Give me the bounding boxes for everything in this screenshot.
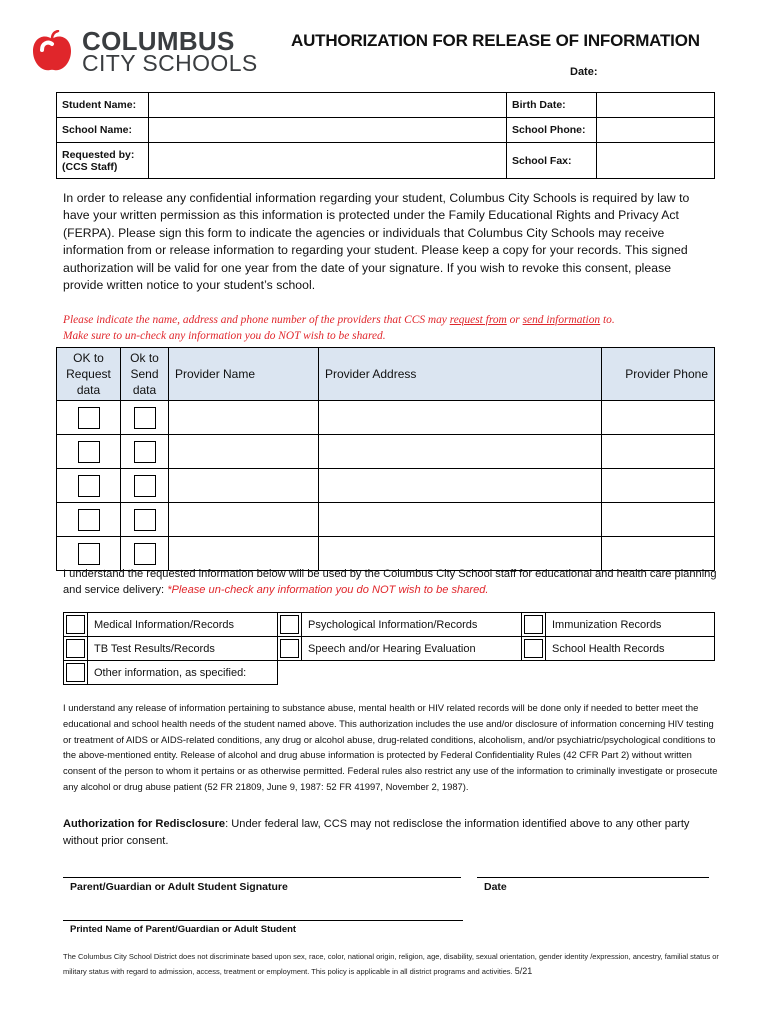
- col-ok-request: [57, 348, 121, 401]
- medical-checkbox[interactable]: [66, 615, 85, 634]
- provider-instructions: [63, 312, 723, 344]
- ok-send-checkbox[interactable]: [134, 509, 156, 531]
- birth-date-label: Birth Date:: [507, 93, 597, 118]
- provider-name-field[interactable]: [169, 401, 319, 435]
- provider-name-field[interactable]: [169, 469, 319, 503]
- provider-address-field[interactable]: [319, 401, 602, 435]
- provider-name-field[interactable]: [169, 503, 319, 537]
- col-ok-send-l1: Ok to: [130, 351, 159, 365]
- parent-signature-label: Parent/Guardian or Adult Student Signature: [70, 881, 288, 893]
- student-name-label: Student Name:: [57, 93, 149, 118]
- understand-red-note: *Please un-check any information you do NOT wish to be shared.: [167, 584, 489, 596]
- school-name-field[interactable]: [149, 118, 507, 143]
- student-info-table: [56, 92, 715, 179]
- immunization-records-label: Immunization Records: [546, 613, 715, 637]
- col-ok-request-l2: Request: [66, 367, 111, 381]
- provider-row: [57, 469, 715, 503]
- signature-date-label: Date: [484, 881, 507, 893]
- note-text-2: or: [506, 314, 523, 326]
- ok-request-checkbox[interactable]: [78, 509, 100, 531]
- ok-send-checkbox[interactable]: [134, 475, 156, 497]
- col-provider-address: Provider Address: [319, 348, 602, 401]
- intro-paragraph: In order to release any confidential information regarding your student, Columbus City Schools is required by law to have your written permission as this information is protected under the Family Educational Rights and Privacy Act (FERPA). Please sign this form to indicate the agencies or individuals that Columbus City Schools may receive information from or release information to regarding your student. Please keep a copy for your records. This signed authorization will be valid for one year from the date of your signature. If you wish to revoke this consent, please provide written notice to your student’s school.: [63, 191, 690, 293]
- provider-table: [56, 347, 715, 571]
- understand-statement: [63, 566, 723, 598]
- psych-checkbox[interactable]: [280, 615, 299, 634]
- nondiscrimination-footer: [63, 950, 743, 979]
- ok-send-checkbox[interactable]: [134, 543, 156, 565]
- provider-row: [57, 435, 715, 469]
- form-title: AUTHORIZATION FOR RELEASE OF INFORMATION: [291, 31, 700, 50]
- note-uncheck: Make sure to un-check any information you do NOT wish to be shared.: [63, 330, 386, 342]
- requested-by-line2: (CCS Staff): [62, 160, 118, 173]
- legal-paragraph: I understand any release of information pertaining to substance abuse, mental health or HIV related records will be done only if needed to better meet the educational and school health needs of the student named above. This authorization includes the use and/or disclosure of information concerning HIV testing or treatment of AIDS or AIDS-related conditions, any drug or alcohol abuse, drug-related conditions, alcoholism, and/or psychiatric/psychological conditions to the above-mentioned entity. Release of alcohol and drug abuse information is protected by Federal Confidentiality Rules (42 CFR Part 2) without written consent of the person to whom it pertains or as otherwise permitted. Federal rules also restrict any use of the information to criminally investigate or prosecute any alcohol or drug abuse patient (52 FR 21809, June 9, 1987: 52 FR 41997, November 2, 1987).: [63, 702, 718, 792]
- ok-request-checkbox[interactable]: [78, 543, 100, 565]
- columbus-city-schools-logo: [30, 26, 260, 78]
- col-provider-phone: Provider Phone: [602, 348, 715, 401]
- school-fax-label: School Fax:: [507, 143, 597, 179]
- immunization-checkbox[interactable]: [524, 615, 543, 634]
- col-ok-request-l1: OK to: [73, 351, 104, 365]
- redisclosure-paragraph: [63, 816, 723, 850]
- col-ok-send-l2: Send: [130, 367, 159, 381]
- requested-by-line1: Requested by:: [62, 148, 135, 161]
- provider-address-field[interactable]: [319, 469, 602, 503]
- other-info-label: Other information, as specified:: [88, 661, 278, 685]
- psych-records-label: Psychological Information/Records: [302, 613, 522, 637]
- col-provider-name: Provider Name: [169, 348, 319, 401]
- birth-date-field[interactable]: [597, 93, 715, 118]
- tb-records-label: TB Test Results/Records: [88, 637, 278, 661]
- ok-request-checkbox[interactable]: [78, 407, 100, 429]
- requested-by-label: [57, 143, 149, 179]
- ok-request-checkbox[interactable]: [78, 475, 100, 497]
- school-phone-label: School Phone:: [507, 118, 597, 143]
- school-phone-field[interactable]: [597, 118, 715, 143]
- provider-phone-field[interactable]: [602, 503, 715, 537]
- printed-name-label: Printed Name of Parent/Guardian or Adult Student: [70, 924, 297, 935]
- provider-name-field[interactable]: [169, 435, 319, 469]
- student-name-field[interactable]: [149, 93, 507, 118]
- footer-text: The Columbus City School District does not discriminate based upon sex, race, color, national origin, religion, age, disability, sexual orientation, gender identity /expression, ancestry, familial status or military status with regard to admission, access, treatment or employment. This policy is applicable in all district programs and activities.: [63, 952, 719, 976]
- note-send-information: send information: [522, 314, 601, 326]
- note-text-3: to.: [600, 314, 615, 326]
- medical-records-label: Medical Information/Records: [88, 613, 278, 637]
- provider-row: [57, 503, 715, 537]
- printed-name-line[interactable]: [63, 920, 463, 921]
- requested-by-field[interactable]: [149, 143, 507, 179]
- provider-row: [57, 401, 715, 435]
- form-version: 5/21: [514, 966, 533, 976]
- provider-address-field[interactable]: [319, 435, 602, 469]
- ok-request-checkbox[interactable]: [78, 441, 100, 463]
- ok-send-checkbox[interactable]: [134, 441, 156, 463]
- provider-address-field[interactable]: [319, 503, 602, 537]
- ok-send-checkbox[interactable]: [134, 407, 156, 429]
- col-ok-send: [121, 348, 169, 401]
- logo-text-columbus: COLUMBUS: [82, 26, 235, 56]
- apple-logo-icon: [30, 30, 74, 74]
- school-name-label: School Name:: [57, 118, 149, 143]
- date-signature-line[interactable]: [477, 877, 709, 878]
- speech-evaluation-label: Speech and/or Hearing Evaluation: [302, 637, 522, 661]
- other-checkbox[interactable]: [66, 663, 85, 682]
- redisclosure-text: : Under federal law, CCS may not redisclose the information identified above to any other party without prior consent.: [63, 818, 690, 847]
- provider-phone-field[interactable]: [602, 401, 715, 435]
- col-ok-request-l3: data: [76, 383, 101, 397]
- logo-text-city-schools: CITY SCHOOLS: [82, 50, 258, 76]
- school-fax-field[interactable]: [597, 143, 715, 179]
- note-text-1: Please indicate the name, address and phone number of the providers that CCS may: [63, 314, 450, 326]
- tb-checkbox[interactable]: [66, 639, 85, 658]
- health-records-label: School Health Records: [546, 637, 715, 661]
- redisclosure-label: Authorization for Redisclosure: [63, 818, 226, 830]
- health-checkbox[interactable]: [524, 639, 543, 658]
- provider-phone-field[interactable]: [602, 435, 715, 469]
- col-ok-send-l3: data: [132, 383, 157, 397]
- understand-text: I understand the requested information below will be used by the Columbus City School staff for educational and health care planning and service delivery:: [63, 568, 717, 596]
- note-request-from: request from: [449, 314, 507, 326]
- provider-phone-field[interactable]: [602, 469, 715, 503]
- other-info-field[interactable]: [278, 661, 715, 685]
- parent-signature-line[interactable]: [63, 877, 461, 878]
- records-table: [63, 612, 715, 685]
- date-label: Date:: [570, 66, 598, 78]
- speech-checkbox[interactable]: [280, 639, 299, 658]
